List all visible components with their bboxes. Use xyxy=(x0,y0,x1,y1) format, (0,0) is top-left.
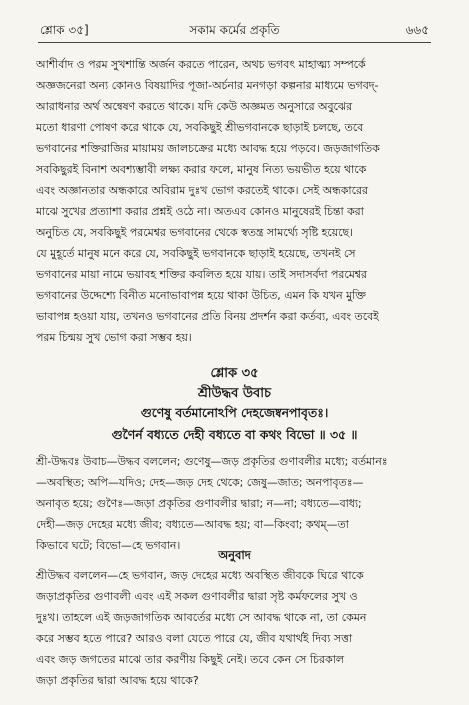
text-line: পরম চিন্ময় সুখ ভোগ করা সম্ভব হয়। xyxy=(36,331,192,344)
text-line: শ্রী-উদ্ধবঃ উবাচ—উদ্ধব বললেন; গুণেষু—জড় প্রকৃতির গুণাবলীর মধ্যে; বর্তমানঃ xyxy=(36,455,388,468)
text-line: সবকিছুরই বিনাশ অবশ্যম্ভাবী লক্ষ্য করার ফলে, মানুষ নিত্য ভয়ভীত হয়ে থাকে xyxy=(36,163,367,176)
text-line: অজ্ঞজনেরা অন্য কোনও বিষয়াদির পূজা-অর্চনার মনগড়া কল্পনার মাধ্যমে ভগবদ্- xyxy=(36,79,379,92)
translation-heading: অনুবাদ xyxy=(218,548,251,562)
text-line: দুঃখ। তাহলে এই জড়জাগতিক আবর্তের মধ্যে সে আবদ্ধ থাকে না, তা কেমন xyxy=(36,611,367,624)
text-line: আরাধনার অর্থ অন্বেষণ করতে থাকে। যদি কেউ অজ্ঞমত অনুসারে অবুঝের xyxy=(36,100,353,113)
text-line: এবং জড় জগতের মাঝে তার করণীয় কিছুই নেই। তবে কেন সে চিরকাল xyxy=(36,653,345,666)
text-line: ভগবানের শক্তিরাজির মায়াময় জালচক্রের মধ্যে আবদ্ধ হয়ে পড়বে। জড়জাগতিক xyxy=(36,142,380,155)
header-verse-ref: শ্লোক ৩৫] xyxy=(40,23,89,37)
text-line: যে মুহূর্তে মানুষ মনে করে যে, সবকিছুই ভগবানকে ছাড়াই হয়েছে, তখনই সে xyxy=(36,247,356,260)
text-line: ভগবানের উদ্দেশ্যে বিনীত মনোভাবাপন্ন হয়ে থাকা উচিত, এমন কি যখন মুক্তি xyxy=(36,289,366,302)
text-line: ভগবানের মায়া নামে ভয়াবহ শক্তির কবলিত হয়ে যায়। তাই সদাসর্বদা পরমেশ্বর xyxy=(36,268,367,281)
purport-paragraph xyxy=(36,54,433,348)
header-chapter-title: সকাম কর্মের প্রকৃতি xyxy=(189,23,280,37)
text-line: করে সম্ভব হতে পারে? আরও বলা যেতে পারে যে, জীব যথার্থই দিব্য সত্তা xyxy=(36,632,353,645)
text-line: অনাবৃত হয়ে; গুণৈঃ—জড়া প্রকৃতির গুণাবলীর দ্বারা; ন—না; বধ্যতে—বাধ্য; xyxy=(36,497,362,510)
page-number: ৬৬৫ xyxy=(405,23,429,37)
verse-line-1: গুণেষু বর্তমানোঽপি দেহজেষ্বনপাবৃতঃ। xyxy=(140,405,329,420)
text-line: এবং অজ্ঞানতার অন্ধকারে অবিরাম দুঃখ ভোগ করতেই থাকে। সেই অন্ধকারের xyxy=(36,184,368,197)
text-line: শ্রীউদ্ধব বললেন—হে ভগবান, জড় দেহের মধ্যে অবস্থিত জীবকে ঘিরে থাকে xyxy=(36,569,364,582)
translation-paragraph xyxy=(36,565,433,691)
text-line: কিভাবে ঘটে; বিভো—হে ভগবান। xyxy=(36,539,181,552)
text-line: আশীর্বাদ ও পরম সুখশান্তি অর্জন করতে পারেন, অথচ ভগবৎ মাহাত্ম্য সম্পর্কে xyxy=(36,58,366,71)
running-header xyxy=(40,22,429,40)
text-line: জড়া প্রকৃতির দ্বারা আবদ্ধ হয়ে থাকে? xyxy=(36,674,199,687)
verse-line-2: গুণৈর্ন বধ্যতে দেহী বধ্যতে বা কথং বিভো ॥ ৩৫ ॥ xyxy=(111,427,358,442)
text-line: মাঝে সুখের প্রত্যাশা করার প্রশ্নই ওঠে না। অতএব কোনও মানুষেরই চিন্তা করা xyxy=(36,205,364,218)
text-line: মতো ধারণা পোষণ করে থাকে যে, সবকিছুই শ্রীভগবানকে ছাড়াই চলছে, তবে xyxy=(36,121,364,134)
header-rule xyxy=(38,42,431,43)
text-line: জড়াপ্রকৃতির গুণাবলী এবং এই সকল গুণাবলীর দ্বারা সৃষ্ট কর্মফলের সুখ ও xyxy=(36,590,358,603)
verse-speaker: শ্রীউদ্ধব উবাচ xyxy=(197,386,272,401)
verse-number-heading: শ্লোক ৩৫ xyxy=(210,366,259,381)
text-line: দেহী—জড় দেহের মধ্যে জীব; বধ্যতে—আবদ্ধ হয়; বা—কিংবা; কথম্—তা xyxy=(36,518,349,531)
text-line: ভাবাপন্ন হওয়া যায়, তখনও ভগবানের প্রতি বিনয় প্রদর্শন করা কর্তব্য, এবং তবেই xyxy=(36,310,379,323)
synonyms-paragraph xyxy=(36,451,433,556)
text-line: অনুচিত যে, সবকিছুই পরমেশ্বর ভগবানের থেকে স্বতন্ত্র সামর্থ্যে সৃষ্টি হয়েছে। xyxy=(36,226,354,239)
text-line: —অবস্থিত; অপি—যদিও; দেহ—জড় দেহ থেকে; জেষু—জাত; অনপাবৃতঃ— xyxy=(36,476,364,489)
